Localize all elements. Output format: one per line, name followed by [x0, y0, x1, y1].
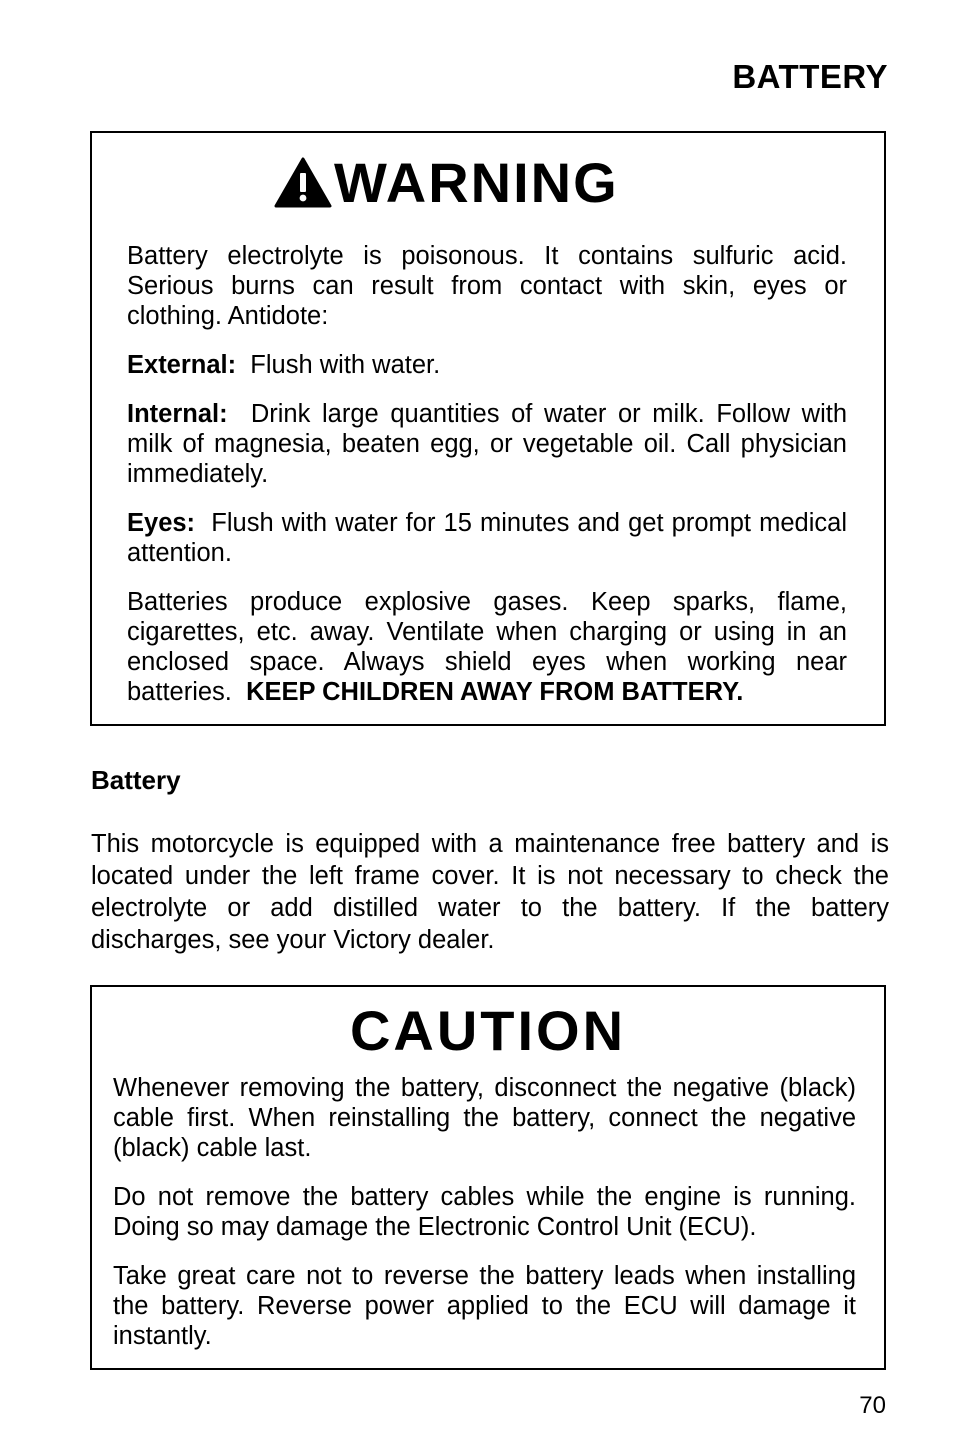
- caution-title: CAUTION: [349, 999, 627, 1062]
- warning-eyes: [127, 508, 847, 568]
- warning-triangle-icon: [274, 157, 332, 209]
- caution-para-3: Take great care not to reverse the battery leads when installing the battery. Reverse power applied to the ECU will damage it instantly.: [113, 1262, 856, 1350]
- warning-external: [127, 350, 847, 380]
- internal-text: Drink large quantities of water or milk. Follow with milk of magnesia, beaten egg, or vegetable oil. Call physician immediately.: [127, 400, 848, 488]
- gases-text: Batteries produce explosive gases. Keep sparks, flame, cigarettes, etc. away. Ventilate when charging or using in an enclosed space. Always shield eyes when working near batteries.: [127, 588, 847, 706]
- section-header: BATTERY: [732, 58, 888, 95]
- gases-emphasis: KEEP CHILDREN AWAY FROM BATTERY.: [246, 678, 744, 706]
- warning-intro: Battery electrolyte is poisonous. It contains sulfuric acid. Serious burns can result from contact with skin, eyes or clothing. Antidote:: [127, 242, 847, 330]
- caution-body: [113, 1073, 856, 1351]
- battery-body: This motorcycle is equipped with a maintenance free battery and is located under the left frame cover. It is not necessary to check the electrolyte or add distilled water to the battery. If the battery discharges, see your Victory dealer.: [91, 830, 889, 954]
- warning-gases: [127, 587, 847, 707]
- warning-title: [274, 151, 619, 214]
- caution-para-2: Do not remove the battery cables while the engine is running. Doing so may damage the Electronic Control Unit (ECU).: [113, 1183, 856, 1241]
- caution-box: [90, 985, 886, 1370]
- eyes-text: Flush with water for 15 minutes and get prompt medical attention.: [127, 509, 847, 567]
- battery-heading: Battery: [91, 765, 181, 795]
- external-text: Flush with water.: [250, 351, 441, 379]
- external-label: External:: [127, 351, 237, 379]
- warning-body: [127, 241, 847, 707]
- page-number: 70: [859, 1392, 886, 1419]
- warning-internal: [127, 399, 847, 489]
- eyes-label: Eyes:: [127, 509, 196, 537]
- internal-label: Internal:: [127, 400, 228, 428]
- warning-box: [90, 131, 886, 726]
- caution-para-1: Whenever removing the battery, disconnect the negative (black) cable first. When reinstalling the battery, connect the negative (black) cable last.: [113, 1074, 856, 1162]
- warning-title-text: WARNING: [334, 151, 619, 214]
